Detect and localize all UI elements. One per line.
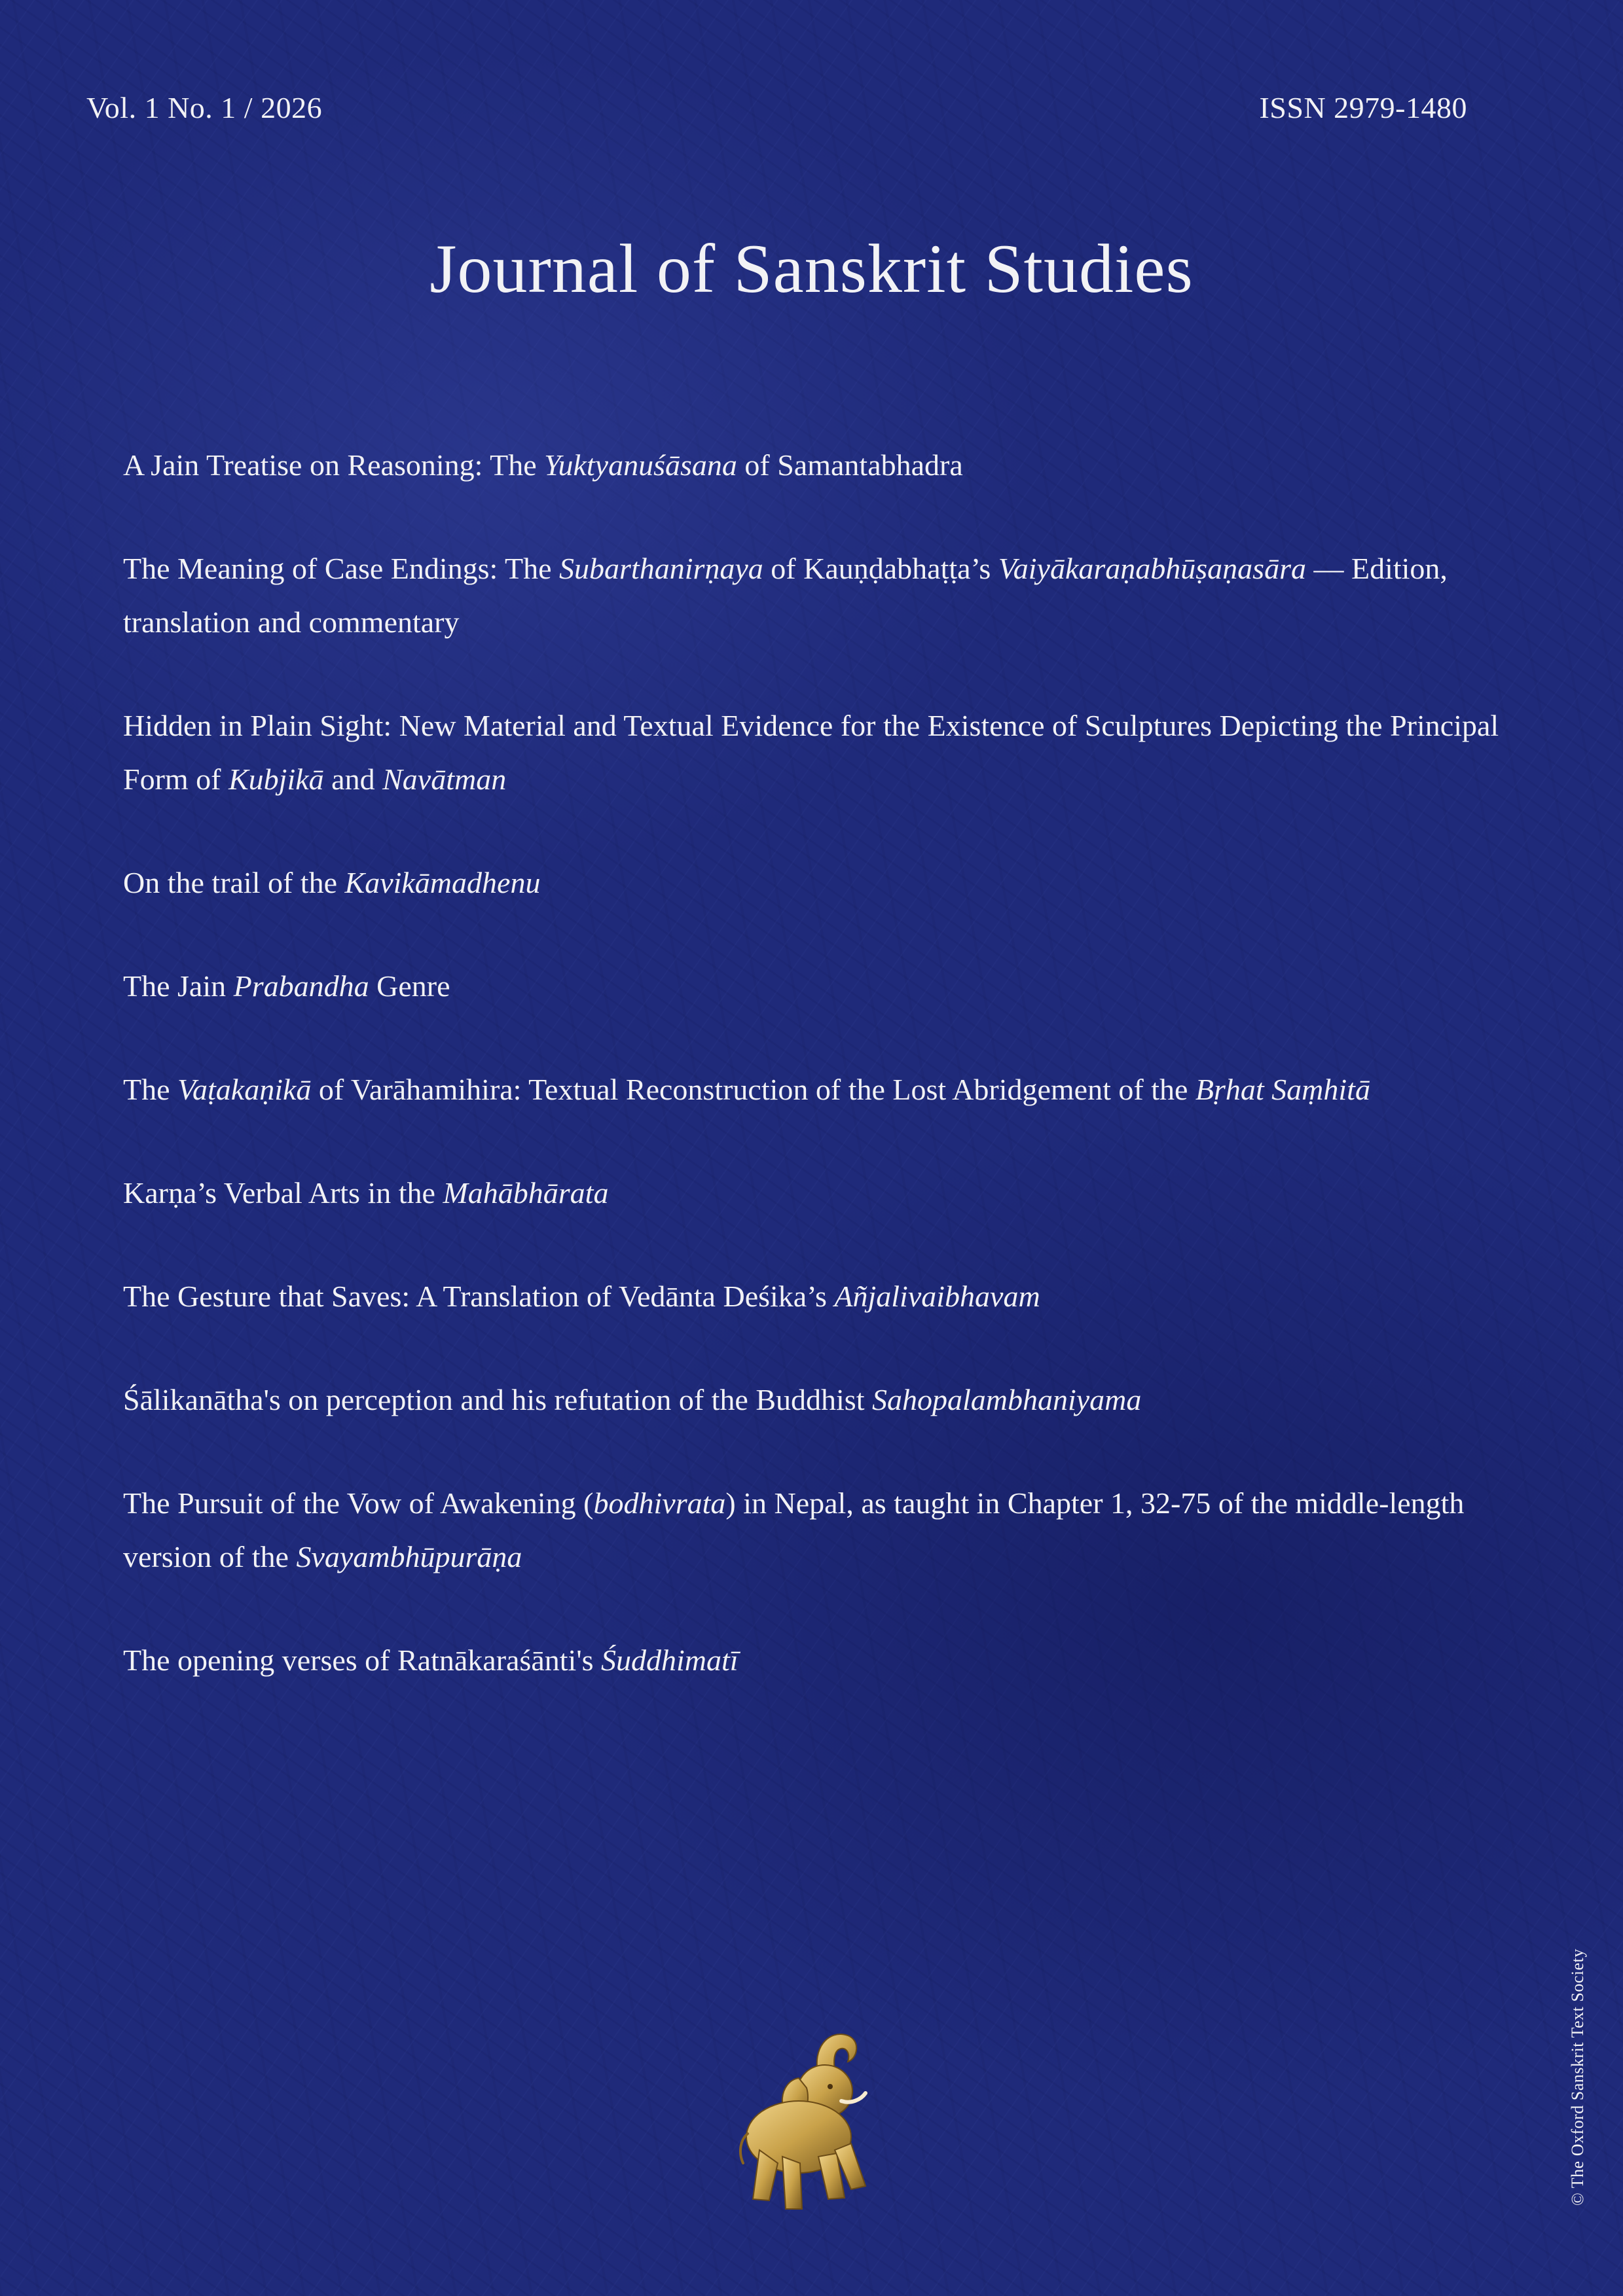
journal-title: Journal of Sanskrit Studies [429, 230, 1194, 307]
article-title [123, 1063, 1511, 1117]
article-title-text: Śālikanātha's on perception and his refutation of the Buddhist [123, 1383, 872, 1416]
article-title [123, 1634, 1511, 1687]
article-title-italic: Mahābhārata [443, 1176, 609, 1210]
table-of-contents [123, 439, 1511, 1737]
article-title-italic: Sahopalambhaniyama [871, 1383, 1142, 1416]
article-title-text: ) in Nepal, as taught in Chapter 1, 32-75 of the middle-length version of the [123, 1486, 1465, 1573]
article-title-italic: Vaiyākaraṇabhūṣaṇasāra [998, 552, 1306, 585]
article-title [123, 960, 1511, 1013]
article-title-text: The opening verses of Ratnākaraśānti's [123, 1643, 602, 1677]
article-title-text: Genre [369, 969, 450, 1003]
article-title-italic: Vaṭakaṇikā [177, 1073, 312, 1106]
article-title [123, 699, 1511, 806]
article-title-text: A Jain Treatise on Reasoning: The [123, 448, 545, 482]
article-title-italic: Yuktyanuśāsana [544, 448, 737, 482]
article-title-text: The Meaning of Case Endings: The [123, 552, 560, 585]
copyright-notice: © The Oxford Sanskrit Text Society [1568, 1948, 1587, 2206]
article-title [123, 1373, 1511, 1427]
article-title-italic: Svayambhūpurāṇa [296, 1540, 522, 1573]
article-title-italic: Navātman [382, 762, 507, 796]
article-title [123, 1270, 1511, 1323]
article-title-text: of Samantabhadra [737, 448, 963, 482]
article-title [123, 856, 1511, 910]
article-title-text: — Edition, translation and commentary [123, 552, 1448, 639]
article-title-text: of Varāhamihira: Textual Reconstruction of the Lost Abridgement of the [311, 1073, 1195, 1106]
article-title-italic: Subarthanirṇaya [559, 552, 763, 585]
article-title [123, 439, 1511, 492]
article-title-text: The Jain [123, 969, 234, 1003]
article-title-italic: Bṛhat Saṃhitā [1195, 1073, 1370, 1106]
issn: ISSN 2979-1480 [1259, 91, 1467, 124]
article-title-text: and [323, 762, 383, 796]
article-title [123, 542, 1511, 649]
article-title-italic: Kubjikā [228, 762, 324, 796]
elephant-icon [720, 2022, 890, 2219]
article-title-text: Karṇa’s Verbal Arts in the [123, 1176, 443, 1210]
article-title-text: The Gesture that Saves: A Translation of Vedānta Deśika’s [123, 1280, 835, 1313]
article-title-italic: Añjalivaibhavam [834, 1280, 1040, 1313]
article-title-italic: Kavikāmadhenu [344, 866, 541, 899]
article-title-italic: Prabandha [233, 969, 369, 1003]
volume-issue: Vol. 1 No. 1 / 2026 [86, 91, 323, 124]
article-title-text: On the trail of the [123, 866, 345, 899]
article-title-text: The Pursuit of the Vow of Awakening ( [123, 1486, 594, 1520]
article-title-italic: Śuddhimatī [601, 1643, 739, 1677]
article-title [123, 1477, 1511, 1584]
article-title-text: of Kauṇḍabhaṭṭa’s [763, 552, 998, 585]
article-title [123, 1166, 1511, 1220]
article-title-text: The [123, 1073, 178, 1106]
article-title-text: Hidden in Plain Sight: New Material and Textual Evidence for the Existence of Sculptures Depicting the Principal Form of [123, 709, 1499, 796]
article-title-italic: bodhivrata [593, 1486, 726, 1520]
